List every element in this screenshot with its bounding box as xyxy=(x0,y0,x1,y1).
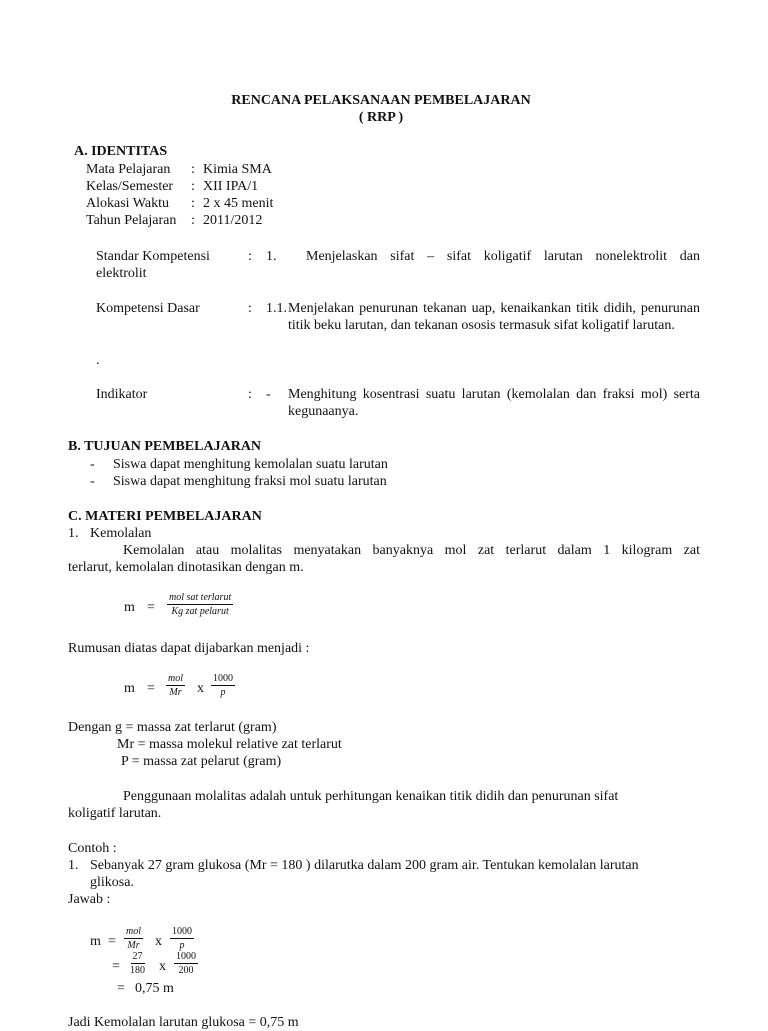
formula-numerator: 1000 xyxy=(213,673,233,684)
doc-title-line2: ( RRP ) xyxy=(358,110,404,125)
rumusan-text: Rumusan diatas dapat dijabarkan menjadi : xyxy=(68,641,310,656)
tujuan-bullet: - xyxy=(90,457,95,472)
indikator-label: Indikator xyxy=(96,387,148,402)
identitas-value: 2011/2012 xyxy=(203,213,263,228)
section-tujuan-heading: B. TUJUAN PEMBELAJARAN xyxy=(68,439,262,454)
kesimpulan-text: Jadi Kemolalan larutan glukosa = 0,75 m xyxy=(68,1015,299,1030)
formula-lhs: m xyxy=(124,600,135,615)
formula-numerator: 1000 xyxy=(172,926,192,937)
formula-result: 0,75 m xyxy=(135,981,174,996)
formula-denominator: Mr xyxy=(127,940,140,951)
kompetensi-dasar-label: Kompetensi Dasar xyxy=(96,301,200,316)
formula-equals: = xyxy=(117,981,125,996)
keterangan-line: P = massa zat pelarut (gram) xyxy=(121,754,282,769)
keterangan-line: Mr = massa molekul relative zat terlarut xyxy=(117,737,342,752)
formula-equals: = xyxy=(108,934,116,949)
standar-kompetensi-text: Menjelaskan sifat – sifat koligatif larutan nonelektrolit dan xyxy=(306,249,700,264)
stray-dot: . xyxy=(96,353,100,368)
identitas-label: Tahun Pelajaran xyxy=(86,213,177,228)
identitas-sep: : xyxy=(191,179,195,194)
identitas-label: Mata Pelajaran xyxy=(86,162,171,177)
standar-kompetensi-text-cont: elektrolit xyxy=(96,266,147,281)
identitas-sep: : xyxy=(191,213,195,228)
formula-fraction xyxy=(211,673,235,698)
soal-num: 1. xyxy=(68,858,79,873)
standar-kompetensi-label: Standar Kompetensi xyxy=(96,249,210,264)
identitas-sep: : xyxy=(191,196,195,211)
formula-times: x xyxy=(159,959,166,974)
indikator-text: Menghitung kosentrasi suatu larutan (kemolalan dan fraksi mol) serta kegunaanya. xyxy=(288,387,700,419)
section-materi-heading: C. MATERI PEMBELAJARAN xyxy=(68,509,262,524)
formula-lhs: m xyxy=(90,934,101,949)
formula-equals: = xyxy=(147,681,155,696)
standar-kompetensi-sep: : xyxy=(248,249,252,264)
formula-fraction xyxy=(170,926,194,951)
formula-times: x xyxy=(155,934,162,949)
materi-paragraph-2-cont: koligatif larutan. xyxy=(68,806,162,821)
formula-numerator: 27 xyxy=(132,951,143,962)
formula-denominator: 200 xyxy=(178,965,194,976)
formula-fraction xyxy=(166,673,185,698)
tujuan-item: Siswa dapat menghitung kemolalan suatu larutan xyxy=(113,457,388,472)
formula-times: x xyxy=(197,681,204,696)
jawab-label: Jawab : xyxy=(68,892,111,907)
formula-fraction xyxy=(167,592,233,617)
indikator-sep: : xyxy=(248,387,252,402)
formula-numerator: mol sat terlarut xyxy=(169,592,232,603)
identitas-label: Alokasi Waktu xyxy=(86,196,169,211)
kompetensi-dasar-sep: : xyxy=(248,301,252,316)
identitas-value: 2 x 45 menit xyxy=(203,196,274,211)
identitas-value: XII IPA/1 xyxy=(203,179,259,194)
materi-paragraph-1-cont: terlarut, kemolalan dinotasikan dengan m. xyxy=(68,560,304,575)
formula-denominator: 180 xyxy=(130,965,145,976)
formula-denominator: Kg zat pelarut xyxy=(171,606,229,617)
keterangan-line: Dengan g = massa zat terlarut (gram) xyxy=(68,720,277,735)
materi-sub-num: 1. xyxy=(68,526,79,541)
tujuan-bullet: - xyxy=(90,474,95,489)
identitas-sep: : xyxy=(191,162,195,177)
formula-numerator: 1000 xyxy=(176,951,196,962)
formula-denominator: p xyxy=(220,687,226,698)
formula-denominator: Mr xyxy=(169,687,182,698)
contoh-label: Contoh : xyxy=(68,841,117,856)
formula-numerator: mol xyxy=(126,926,141,937)
materi-paragraph-1: Kemolalan atau molalitas menyatakan banyaknya mol zat terlarut dalam 1 kilogram zat xyxy=(123,543,700,558)
tujuan-item: Siswa dapat menghitung fraksi mol suatu larutan xyxy=(113,474,387,489)
formula-fraction xyxy=(124,926,143,951)
section-identitas-heading: A. IDENTITAS xyxy=(74,144,168,159)
materi-sub-title: Kemolalan xyxy=(90,526,152,541)
formula-fraction xyxy=(128,951,147,976)
soal-text-cont: glikosa. xyxy=(90,875,134,890)
formula-lhs: m xyxy=(124,681,135,696)
formula-equals: = xyxy=(147,600,155,615)
soal-text: Sebanyak 27 gram glukosa (Mr = 180 ) dilarutka dalam 200 gram air. Tentukan kemolalan larutan xyxy=(90,858,639,873)
formula-numerator: mol xyxy=(168,673,183,684)
formula-denominator: p xyxy=(179,940,185,951)
standar-kompetensi-num: 1. xyxy=(266,249,277,264)
formula-equals: = xyxy=(112,959,120,974)
identitas-value: Kimia SMA xyxy=(203,162,272,177)
kompetensi-dasar-text: Menjelakan penurunan tekanan uap, kenaikankan titik didih, penurunan titik beku larutan, dan tekanan ososis termasuk sifat koligatif larutan. xyxy=(288,301,700,333)
identitas-label: Kelas/Semester xyxy=(86,179,174,194)
indikator-bullet: - xyxy=(266,387,271,402)
doc-title-line1: RENCANA PELAKSANAAN PEMBELAJARAN xyxy=(231,93,531,108)
kompetensi-dasar-num: 1.1. xyxy=(266,301,287,316)
formula-fraction xyxy=(174,951,198,976)
materi-paragraph-2: Penggunaan molalitas adalah untuk perhitungan kenaikan titik didih dan penurunan sifat xyxy=(123,789,619,804)
